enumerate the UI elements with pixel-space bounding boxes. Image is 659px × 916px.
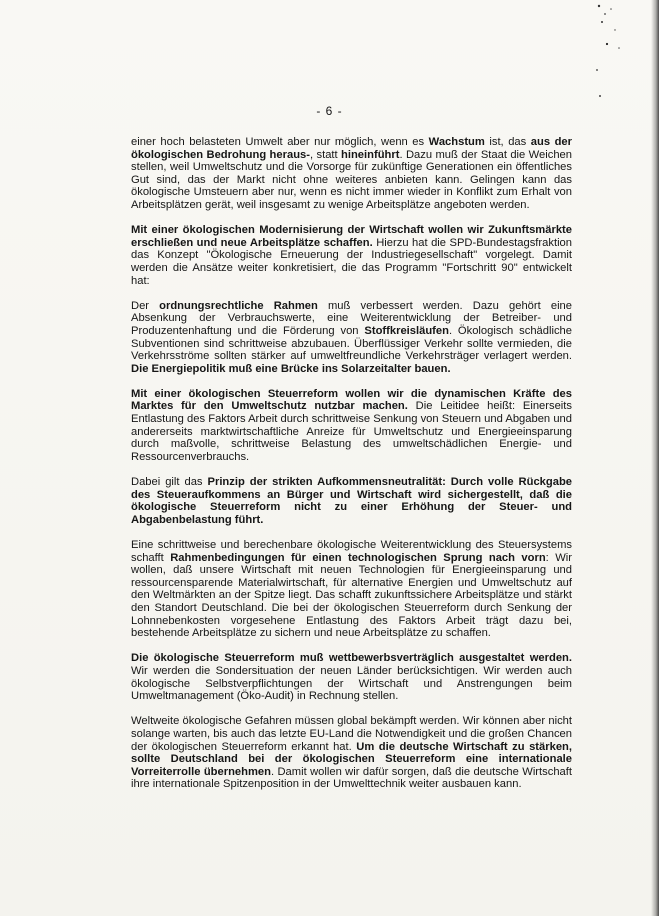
- text-run: Dabei gilt das: [131, 476, 208, 489]
- paragraph: [131, 715, 572, 791]
- bold-text: Stoffkreisläufen: [364, 324, 449, 337]
- text-run: . Dazu muß der Staat die Weichen stellen, weil Umweltschutz und die Vorsorge für zukünftige Generationen ein öffentliches Gut sind, das der Markt nicht ohne weiteres anbieten kann. Gelingen kann das ökologische Umsteuern aber nur, wenn es nicht immer wieder in Konflikt zum Erhalt von Arbeitsplätzen gerät, weil insgesamt zu wenige Arbeitsplätze angeboten werden.: [131, 148, 572, 211]
- paragraph: [131, 388, 572, 464]
- bold-text: Mit einer ökologischen Modernisierung der Wirtschaft wollen wir Zukunftsmärkte erschließen und neue Arbeitsplätze schaffen.: [131, 224, 572, 249]
- bold-text: ordnungsrechtliche Rahmen: [159, 299, 318, 312]
- bold-text: Rahmenbedingungen für einen technologischen Sprung nach vorn: [170, 551, 546, 564]
- bold-text: Prinzip der strikten Aufkommensneutralität: Durch volle Rückgabe des Steueraufkommens an Bürger und Wirtschaft wird sichergestellt, daß die ökologische Steuerreform nicht zu einer Erhöhung der Steuer- und Abgabenbelastung führt.: [131, 476, 572, 526]
- paragraph: [131, 476, 572, 526]
- text-run: . Ökologisch schädliche Subventionen sind schrittweise abzubauen. Überflüssiger Verkehr sollte vermieden, die Verkehrsströme sollten stärker auf umweltfreundliche Verkehrsträger verlagert werden.: [131, 324, 572, 363]
- scan-specks: [591, 0, 651, 110]
- text-run: : Wir wollen, daß unsere Wirtschaft mit neuen Technologien für Energieeinsparung und ressourcensparende Materialwirtschaft, für alternative Energien und Umweltschutz auf den Weltmärkten an der Spitze liegt. Das schafft zukunftssichere Arbeitsplätze und stärkt den Standort Deutschland. Die bei der ökologischen Steuerreform durch Senkung der Lohnnebenkosten vorgesehene Entlastung des Faktors Arbeit trägt dazu bei, bestehende Arbeitsplätze zu sichern und neue Arbeitsplätze zu schaffen.: [131, 551, 572, 640]
- bold-text: Wachstum: [428, 136, 485, 148]
- bold-text: Um die deutsche Wirtschaft zu stärken, sollte Deutschland bei der ökologischen Steuerreform eine internationale Vorreiterrolle übernehmen: [131, 740, 572, 778]
- bold-text: Die Energiepolitik muß eine Brücke ins Solarzeitalter bauen.: [131, 362, 451, 375]
- text-run: Der: [131, 299, 160, 312]
- text-run: Wir werden die Sondersituation der neuen Länder berücksichtigen. Wir werden auch ökologische Selbstverpflichtungen der Wirtschaft und Anstrengungen beim Umweltmanagement (Öko-Audit) in Rechnung stellen.: [131, 664, 572, 703]
- text-run: einer hoch belasteten Umwelt aber nur möglich, wenn es: [131, 136, 429, 148]
- paragraph: [131, 300, 572, 376]
- text-run: ist, das: [484, 136, 531, 148]
- paragraph: [131, 136, 572, 212]
- paragraph: [131, 224, 572, 287]
- text-run: muß verbessert werden. Dazu gehört eine Absenkung der Verbrauchswerte, eine Weiterentwicklung der Betreiber- und Produzentenhaftung und die Förderung von: [131, 299, 572, 337]
- text-run: Weltweite ökologische Gefahren müssen global bekämpft werden. Wir können aber nicht solange warten, bis auch das letzte EU-Land die Notwendigkeit und die großen Chancen der ökologischen Steuerreform erkannt hat.: [131, 715, 572, 753]
- bold-text: Die ökologische Steuerreform muß wettbewerbsverträglich ausgestaltet werden.: [131, 652, 572, 665]
- bold-text: Mit einer ökologischen Steuerreform wollen wir die dynamischen Kräfte des Marktes für den Umweltschutz nutzbar machen.: [131, 387, 572, 413]
- bold-text: aus der ökologischen Bedrohung heraus-: [131, 136, 573, 161]
- page-number: - 6 -: [316, 104, 343, 118]
- paragraph: [131, 539, 572, 640]
- text-run: Hierzu hat die SPD-Bundestagsfraktion das Konzept "Ökologische Erneuerung der Industriegesellschaft" vorgelegt. Damit werden die Ansätze weiter konkretisiert, die das Programm "Fortschritt 90" entwickelt hat:: [131, 236, 572, 287]
- text-run: , statt: [309, 148, 342, 161]
- paragraph: [131, 652, 572, 702]
- scan-edge-shadow: [651, 0, 659, 916]
- body-text: [131, 136, 572, 803]
- text-run: Eine schrittweise und berechenbare ökologische Weiterentwicklung des Steuersystems schafft: [131, 539, 572, 564]
- text-run: Die Leitidee heißt: Einerseits Entlastung des Faktors Arbeit durch schrittweise Senkung von Steuern und Abgaben und andererseits marktwirtschaftliche Anreize für Umweltschutz und Energieeinsparung durch maßvolle, schrittweise Belastung des umweltschädlichen Energie- und Ressourcenverbrauchs.: [131, 400, 572, 463]
- text-run: . Damit wollen wir dafür sorgen, daß die deutsche Wirtschaft ihre internationale Spitzenposition in der Umwelttechnik weiter ausbauen kann.: [131, 765, 572, 791]
- bold-text: hineinführt: [341, 148, 400, 161]
